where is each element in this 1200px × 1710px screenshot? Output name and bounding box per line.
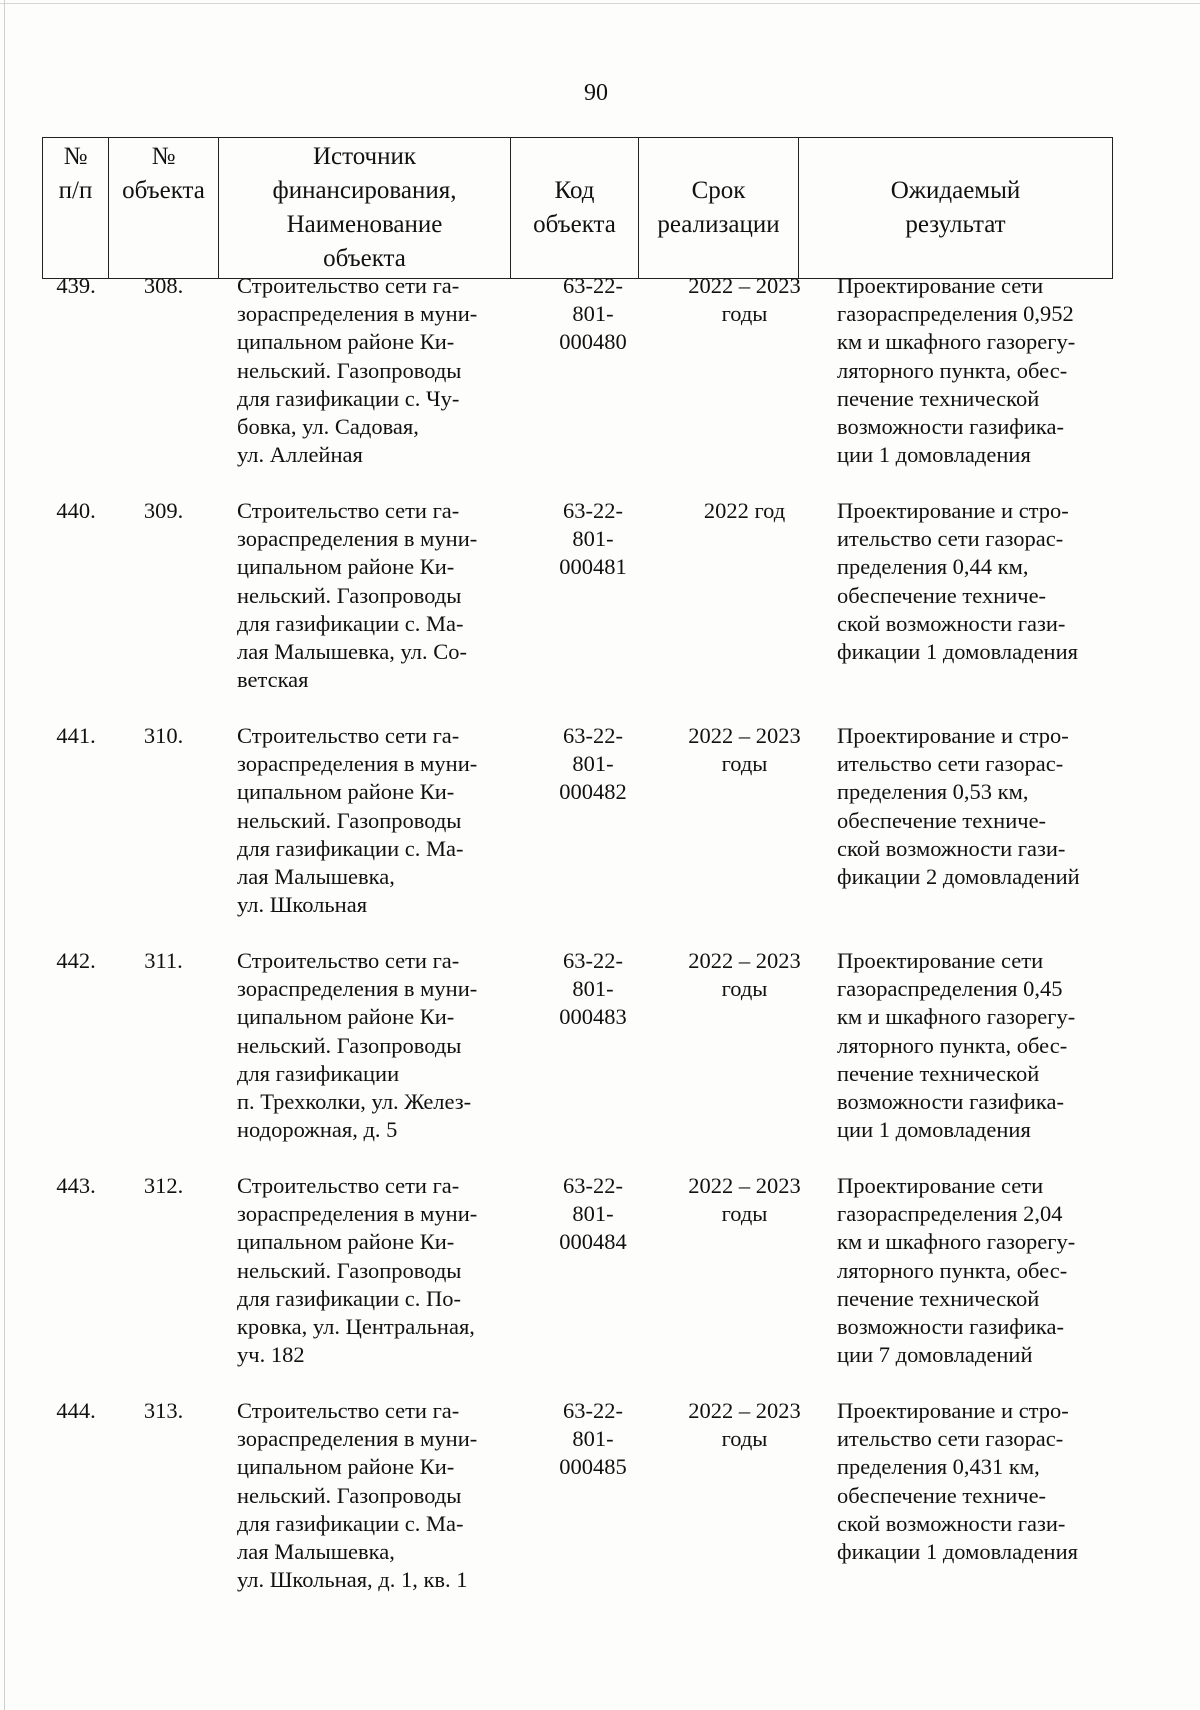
cell-object-number: 313.	[143, 1398, 184, 1423]
cell-object-number: 309.	[143, 498, 184, 523]
cell-np: 440.	[56, 498, 96, 523]
cell-source: Строительство сети га- зораспределения в муни- ципальном районе Ки- нельский. Газопроводы для газификации с. Ма- лая Малышевка, ул. Со- ветская	[237, 498, 478, 693]
cell-term: 2022 – 2023 годы	[688, 1173, 801, 1227]
header-np-text: № п/п	[58, 143, 93, 204]
cell-source: Строительство сети га- зораспределения в муни- ципальном районе Ки- нельский. Газопроводы для газификации с. Ма- лая Малышевка, ул. Школьная	[237, 723, 478, 918]
header-result	[799, 138, 1113, 279]
cell-source: Строительство сети га- зораспределения в муни- ципальном районе Ки- нельский. Газопроводы для газификации п. Трехколки, ул. Желез- нодорожная, д. 5	[237, 948, 478, 1143]
header-code-text: Код объекта	[533, 177, 616, 238]
cell-result: Проектирование сети газораспределения 0,952 км и шкафного газорегу- ляторного пункта, обес- печение технической возможности газифика- ции 1 домовладения	[837, 273, 1076, 468]
header-source	[219, 138, 511, 279]
cell-result: Проектирование и стро- ительство сети газорас- пределения 0,431 км, обеспечение техниче- ской возможности гази- фикации 1 домовладения	[837, 1398, 1078, 1565]
header-row	[43, 138, 1113, 279]
cell-code: 63-22- 801- 000482	[559, 723, 627, 805]
header-code	[511, 138, 639, 279]
cell-np: 442.	[56, 948, 96, 973]
cell-code: 63-22- 801- 000480	[559, 273, 627, 355]
cell-code: 63-22- 801- 000481	[559, 498, 627, 580]
header-source-text: Источник финансирования, Наименование объекта	[272, 143, 457, 272]
cell-result: Проектирование и стро- ительство сети газорас- пределения 0,44 км, обеспечение техниче- ской возможности гази- фикации 1 домовладения	[837, 498, 1078, 665]
cell-term: 2022 – 2023 годы	[688, 273, 801, 327]
cell-result: Проектирование сети газораспределения 2,04 км и шкафного газорегу- ляторного пункта, обес- печение технической возможности газифика- ции 7 домовладений	[837, 1173, 1076, 1368]
table-header	[42, 137, 1113, 279]
header-np	[43, 138, 109, 279]
cell-result: Проектирование сети газораспределения 0,45 км и шкафного газорегу- ляторного пункта, обес- печение технической возможности газифика- ции 1 домовладения	[837, 948, 1076, 1143]
cell-result: Проектирование и стро- ительство сети газорас- пределения 0,53 км, обеспечение техниче- ской возможности гази- фикации 2 домовладений	[837, 723, 1080, 890]
cell-object-number: 311.	[144, 948, 183, 973]
cell-source: Строительство сети га- зораспределения в муни- ципальном районе Ки- нельский. Газопроводы для газификации с. Чу- бовка, ул. Садовая, ул. Аллейная	[237, 273, 478, 468]
cell-object-number: 310.	[143, 723, 184, 748]
header-object-number	[109, 138, 219, 279]
cell-np: 444.	[56, 1398, 96, 1423]
header-term	[639, 138, 799, 279]
cell-code: 63-22- 801- 000484	[559, 1173, 627, 1255]
page-number-text: 90	[584, 80, 608, 106]
cell-term: 2022 – 2023 годы	[688, 948, 801, 1002]
scan-edge-line	[0, 3, 1200, 4]
cell-np: 441.	[56, 723, 96, 748]
cell-object-number: 312.	[143, 1173, 184, 1198]
cell-np: 443.	[56, 1173, 96, 1198]
page-number	[0, 80, 1200, 107]
cell-source: Строительство сети га- зораспределения в муни- ципальном районе Ки- нельский. Газопроводы для газификации с. Ма- лая Малышевка, ул. Школьная, д. 1, кв. 1	[237, 1398, 478, 1593]
header-term-text: Срок реализации	[657, 177, 780, 238]
header-result-text: Ожидаемый результат	[890, 177, 1021, 238]
cell-code: 63-22- 801- 000485	[559, 1398, 627, 1480]
header-object-number-text: № объекта	[122, 143, 205, 204]
scan-margin-line	[4, 0, 5, 1710]
cell-term: 2022 год	[703, 498, 786, 523]
cell-code: 63-22- 801- 000483	[559, 948, 627, 1030]
cell-object-number: 308.	[143, 273, 184, 298]
cell-np: 439.	[56, 273, 96, 298]
cell-source: Строительство сети га- зораспределения в муни- ципальном районе Ки- нельский. Газопроводы для газификации с. По- кровка, ул. Центральная, уч. 182	[237, 1173, 478, 1368]
cell-term: 2022 – 2023 годы	[688, 723, 801, 777]
cell-term: 2022 – 2023 годы	[688, 1398, 801, 1452]
